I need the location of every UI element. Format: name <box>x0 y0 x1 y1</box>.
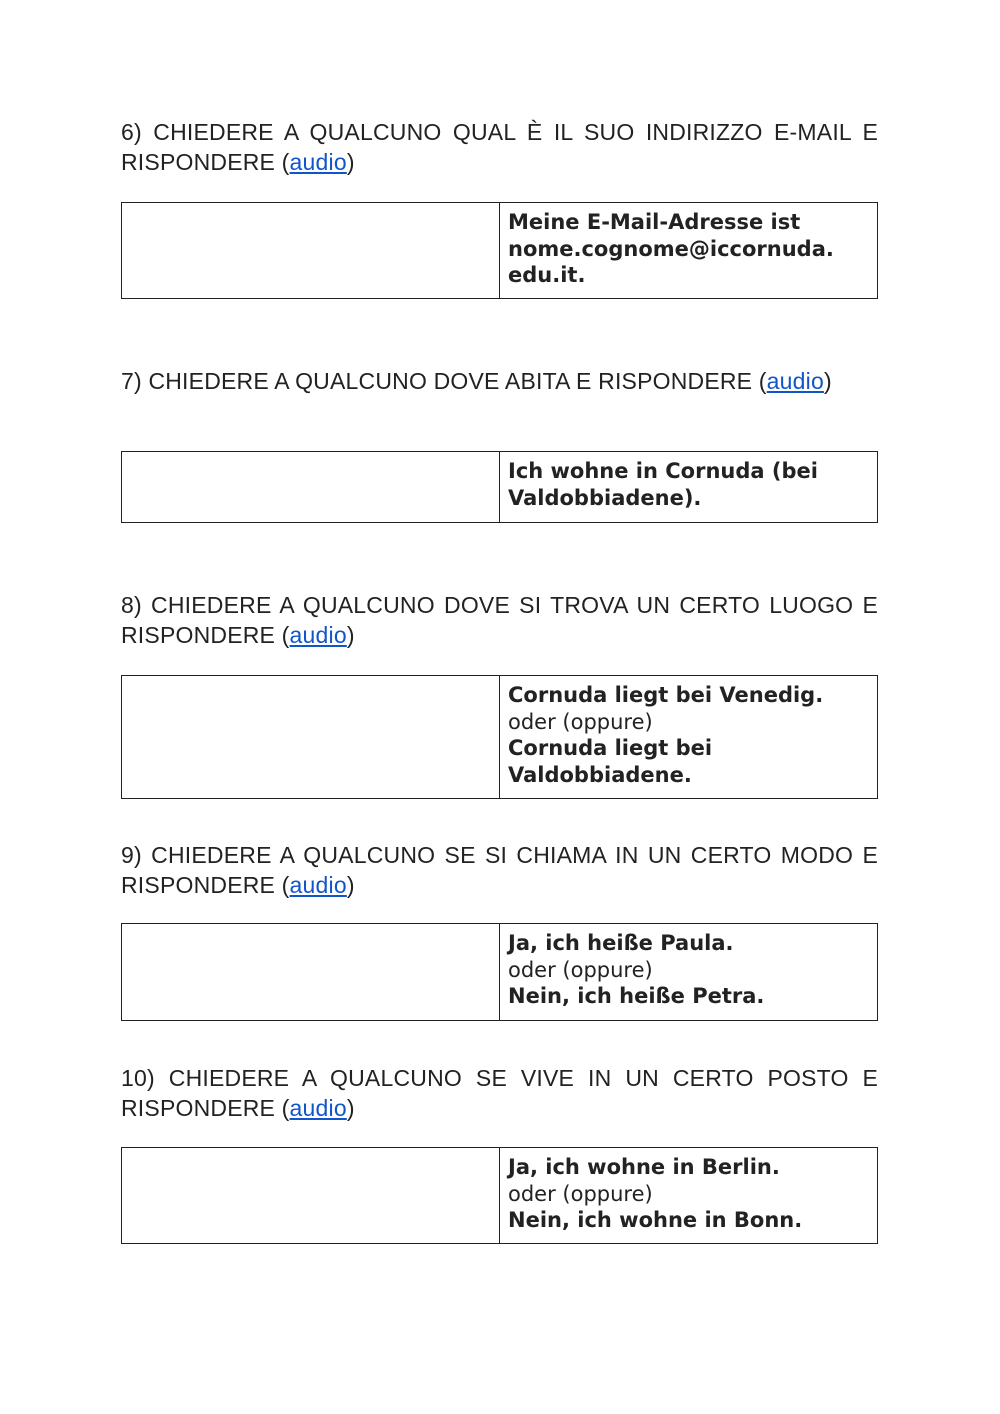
section-9-answer-table <box>121 923 878 1021</box>
section-7-answer-cell <box>500 452 877 522</box>
section-8 <box>121 590 878 650</box>
section-6-answer-line-1: Meine E-Mail-Adresse ist <box>508 210 801 234</box>
worksheet-page <box>121 0 878 1414</box>
section-7-answer-line-1: Ich wohne in Cornuda (bei <box>508 459 818 483</box>
section-8-answer-line-2: oder (oppure) <box>508 709 653 734</box>
section-6-answer-table <box>121 202 878 299</box>
section-9-answer-line-1: Ja, ich heiße Paula. <box>508 931 734 955</box>
section-7-question-cell[interactable] <box>122 452 500 522</box>
section-9 <box>121 840 878 900</box>
section-8-answer-line-4: Valdobbiadene. <box>508 762 692 787</box>
section-8-heading: 8) CHIEDERE A QUALCUNO DOVE SI TROVA UN CERTO LUOGO E RISPONDERE (audio) <box>121 592 878 648</box>
section-6 <box>121 117 878 177</box>
section-8-answer-cell <box>500 676 877 798</box>
section-9-audio-link[interactable]: audio <box>289 872 347 898</box>
section-7-answer-table <box>121 451 878 523</box>
section-10-answer-line-1: Ja, ich wohne in Berlin. <box>508 1155 780 1179</box>
section-9-question-cell[interactable] <box>122 924 500 1020</box>
section-9-heading: 9) CHIEDERE A QUALCUNO SE SI CHIAMA IN UN CERTO MODO E RISPONDERE (audio) <box>121 842 878 898</box>
section-6-answer-cell <box>500 203 877 298</box>
section-6-question-cell[interactable] <box>122 203 500 298</box>
section-7-heading: 7) CHIEDERE A QUALCUNO DOVE ABITA E RISPONDERE (audio) <box>121 368 832 394</box>
section-10-audio-link[interactable]: audio <box>289 1095 347 1121</box>
section-10 <box>121 1063 878 1123</box>
section-8-answer-line-1: Cornuda liegt bei Venedig. <box>508 683 824 707</box>
section-8-answer-line-3: Cornuda liegt bei <box>508 736 713 760</box>
section-10-heading: 10) CHIEDERE A QUALCUNO SE VIVE IN UN CERTO POSTO E RISPONDERE (audio) <box>121 1065 878 1121</box>
section-10-answer-line-3: Nein, ich wohne in Bonn. <box>508 1208 803 1232</box>
section-8-audio-link[interactable]: audio <box>289 622 347 648</box>
section-10-answer-line-2: oder (oppure) <box>508 1181 653 1206</box>
section-9-answer-line-3: Nein, ich heiße Petra. <box>508 984 765 1008</box>
section-10-answer-table <box>121 1147 878 1244</box>
section-10-question-cell[interactable] <box>122 1148 500 1243</box>
section-6-answer-line-2: nome.cognome@iccornuda. <box>508 236 834 261</box>
section-8-answer-table <box>121 675 878 799</box>
section-7 <box>121 366 878 396</box>
section-6-answer-line-3: edu.it. <box>508 263 586 287</box>
section-6-heading: 6) CHIEDERE A QUALCUNO QUAL È IL SUO INDIRIZZO E-MAIL E RISPONDERE (audio) <box>121 119 878 175</box>
section-8-question-cell[interactable] <box>122 676 500 798</box>
section-7-audio-link[interactable]: audio <box>766 368 824 394</box>
section-7-answer-line-2: Valdobbiadene). <box>508 485 702 510</box>
section-9-answer-line-2: oder (oppure) <box>508 957 653 982</box>
section-9-answer-cell <box>500 924 877 1020</box>
section-10-answer-cell <box>500 1148 877 1243</box>
section-6-audio-link[interactable]: audio <box>289 149 347 175</box>
